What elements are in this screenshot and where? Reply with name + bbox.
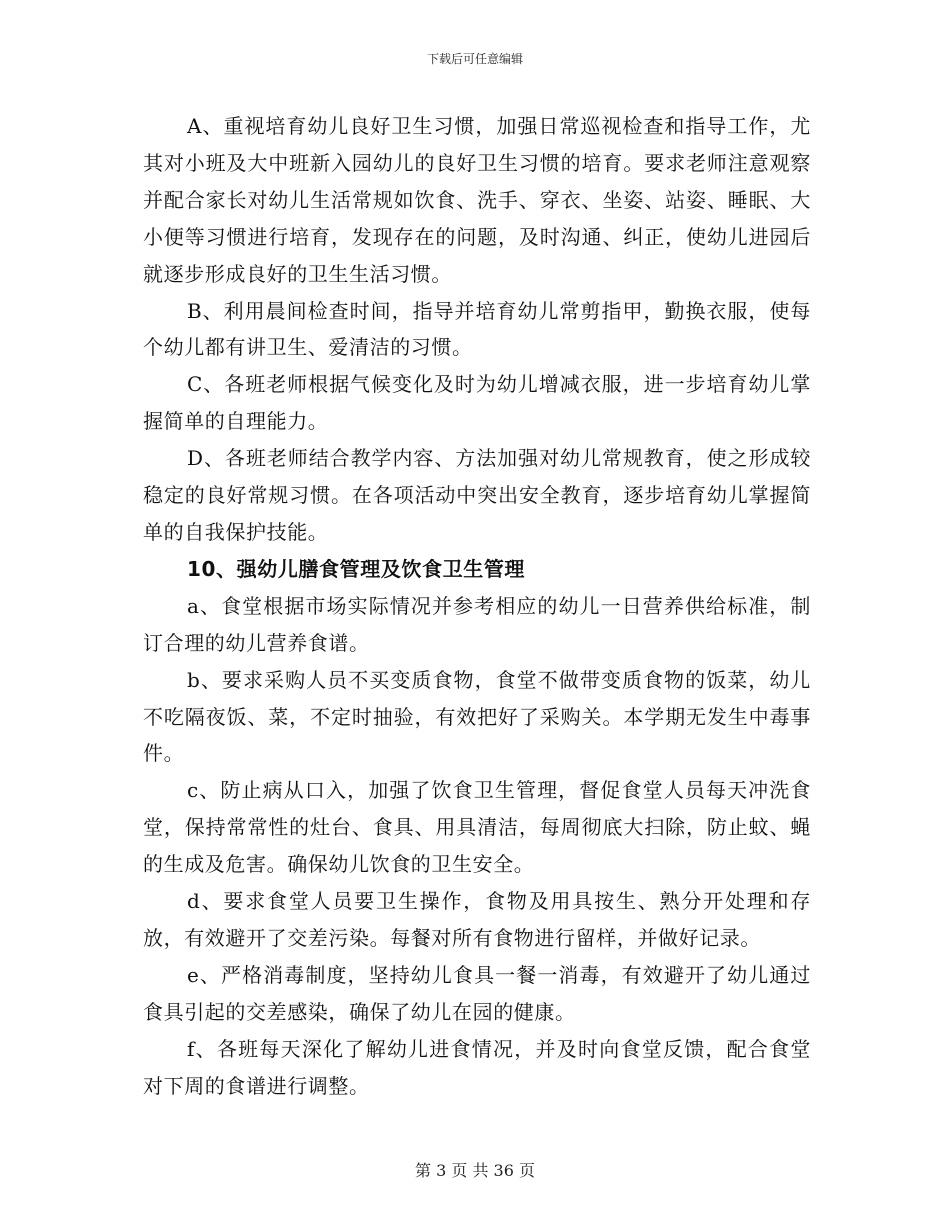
page-number: 第 3 页 共 36 页 bbox=[415, 1161, 535, 1180]
paragraph-c: C、各班老师根据气候变化及时为幼儿增减衣服，进一步培育幼儿掌握简单的自理能力。 bbox=[143, 372, 811, 434]
document-body bbox=[143, 108, 811, 1104]
paragraph-a: A、重视培育幼儿良好卫生习惯，加强日常巡视检查和指导工作，尤其对小班及大中班新入园幼儿的良好卫生习惯的培育。要求老师注意观察并配合家长对幼儿生活常规如饮食、洗手、穿衣、坐姿、站姿、睡眠、大小便等习惯进行培育，发现存在的问题，及时沟通、纠正，使幼儿进园后就逐步形成良好的卫生生活习惯。 bbox=[143, 114, 811, 286]
list-item-b: b、要求采购人员不买变质食物，食堂不做带变质食物的饭菜，幼儿不吃隔夜饭、菜，不定时抽验，有效把好了采购关。本学期无发生中毒事件。 bbox=[143, 667, 811, 766]
paragraph-d: D、各班老师结合教学内容、方法加强对幼儿常规教育，使之形成较稳定的良好常规习惯。在各项活动中突出安全教育，逐步培育幼儿掌握简单的自我保护技能。 bbox=[143, 446, 811, 544]
section-heading: 10、强幼儿膳食管理及饮食卫生管理 bbox=[187, 556, 526, 581]
list-item-f: f、各班每天深化了解幼儿进食情况，并及时向食堂反馈，配合食堂对下周的食谱进行调整。 bbox=[143, 1036, 811, 1098]
list-item-c: c、防止病从口入，加强了饮食卫生管理，督促食堂人员每天冲洗食堂，保持常常性的灶台、食具、用具清洁，每周彻底大扫除，防止蚊、蝇的生成及危害。确保幼儿饮食的卫生安全。 bbox=[143, 778, 811, 877]
page-header-note: 下载后可任意编辑 bbox=[426, 52, 523, 66]
list-item-a: a、食堂根据市场实际情况并参考相应的幼儿一日营养供给标准，制订合理的幼儿营养食谱。 bbox=[143, 593, 811, 655]
paragraph-b: B、利用晨间检查时间，指导并培育幼儿常剪指甲，勤换衣服，使每个幼儿都有讲卫生、爱清洁的习惯。 bbox=[143, 298, 811, 360]
list-item-e: e、严格消毒制度，坚持幼儿食具一餐一消毒，有效避开了幼儿通过食具引起的交差感染，确保了幼儿在园的健康。 bbox=[143, 962, 811, 1024]
list-item-d: d、要求食堂人员要卫生操作，食物及用具按生、熟分开处理和存放，有效避开了交差污染。每餐对所有食物进行留样，并做好记录。 bbox=[143, 889, 811, 950]
